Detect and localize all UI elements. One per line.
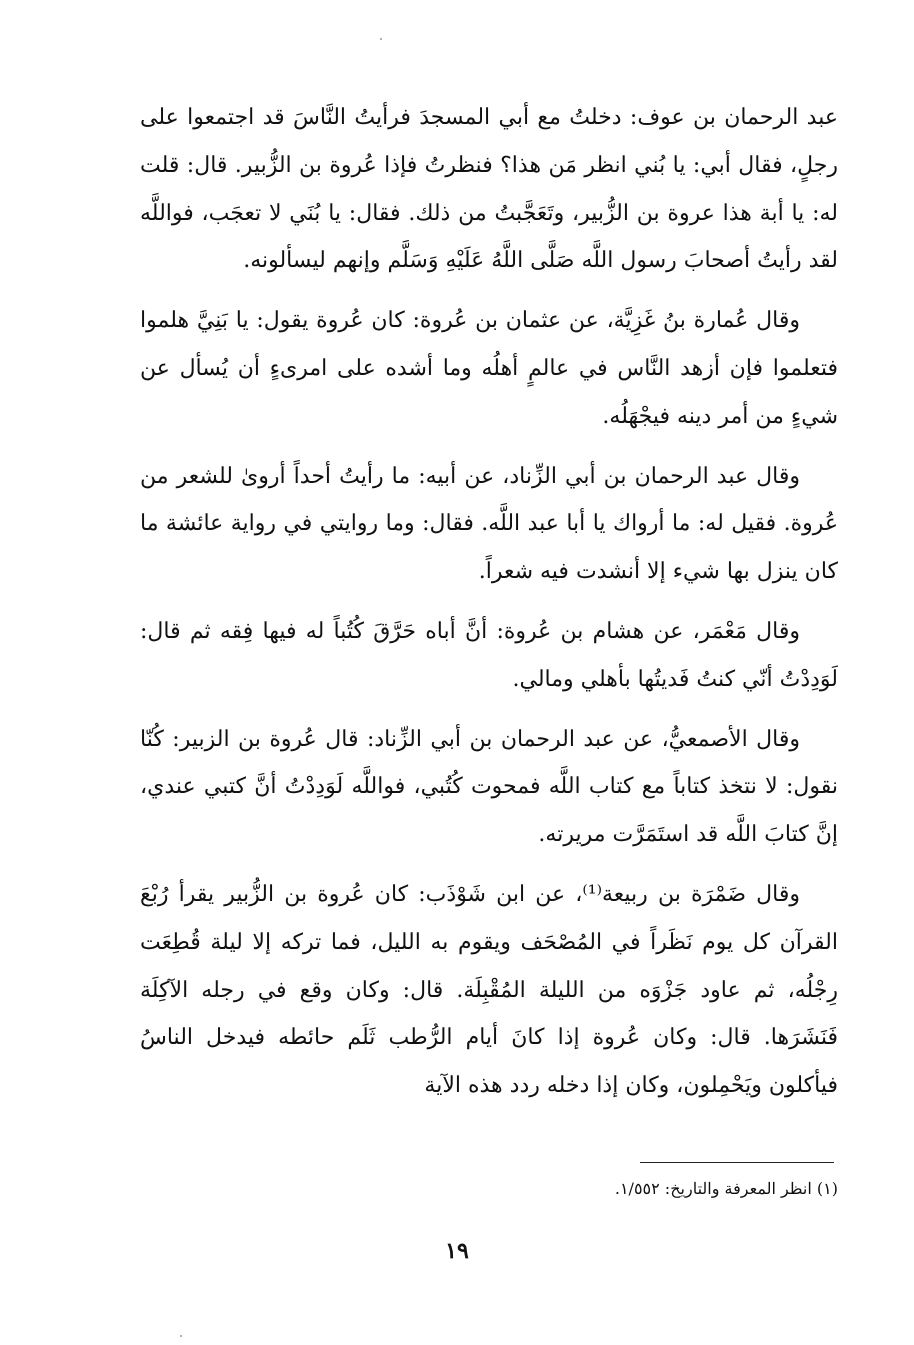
- paragraph: عبد الرحمان بن عوف: دخلتُ مع أبي المسجدَ فرأيتُ النَّاسَ قد اجتمعوا على رجلٍ، فقال أبي: يا بُني انظر مَن هذا؟ فنظرتُ فإذا عُروة بن الزُّبير. قال: قلت له: يا أبة هذا عروة بن الزُّبير، وتَعَجَّبتُ من ذلك. فقال: يا بُنَي لا تعجَب، فواللَّه لقد رأيتُ أصحابَ رسول اللَّه صَلَّى اللَّهُ عَلَيْهِ وَسَلَّم وإنهم ليسألونه.: [140, 105, 838, 274]
- footnote-divider: [640, 1162, 834, 1163]
- scan-speck: [380, 38, 382, 40]
- page-number: ١٩: [445, 1238, 469, 1264]
- paragraph: وقال مَعْمَر، عن هشام بن عُروة: أنَّ أباه حَرَّقَ كُتُباً له فيها فِقه ثم قال: لَوَدِدْتُ أنّي كنتُ فَديتُها بأهلي ومالي.: [140, 618, 838, 692]
- paragraph: وقال ضَمْرَة بن ربيعة⁽¹⁾، عن ابن شَوْذَب: كان عُروة بن الزُّبير يقرأ رُبْعَ القرآن كل يوم نَظَراً في المُصْحَف ويقوم به الليل، فما تركه إلا ليلة قُطِعَت رِجْلُه، ثم عاود جَزْوَه من الليلة المُقْبِلَة. قال: وكان وقع في رجله الآكِلَة فَنَشَرَها. قال: وكان عُروة إذا كانَ أيام الرُّطب ثَلَم حائطه فيدخل الناسُ فيأكلون ويَحْمِلون، وكان إذا دخله ردد هذه الآية: [140, 881, 838, 1099]
- paragraph: وقال عُمارة بنُ غَزِيَّة، عن عثمان بن عُروة: كان عُروة يقول: يا بَنِيَّ هلموا فتعلموا فإن أزهد النَّاس في عالمٍ أهلُه وما أشده على امرىءٍ أن يُسأل عن شيءٍ من أمر دينه فيجْهَلُه.: [140, 308, 838, 429]
- scan-speck: [180, 1335, 182, 1337]
- main-text: [140, 94, 838, 1122]
- paragraph: وقال الأصمعيُّ، عن عبد الرحمان بن أبي الزِّناد: قال عُروة بن الزبير: كُنّا نقول: لا نتخذ كتاباً مع كتاب اللَّه فمحوت كُتُبي، فواللَّه لَوَدِدْتُ أنَّ كتبي عندي، إنَّ كتابَ اللَّه قد استَمَرَّت مريرته.: [140, 726, 838, 848]
- footnote: (١) انظر المعرفة والتاريخ: ١/٥٥٢.: [614, 1179, 838, 1198]
- paragraph: وقال عبد الرحمان بن أبي الزِّناد، عن أبيه: ما رأيتُ أحداً أروىٰ للشعر من عُروة. فقيل له: ما أرواك يا أبا عبد اللَّه. فقال: وما روايتي في رواية عائشة ما كان ينزل بها شيء إلا أنشدت فيه شعراً.: [140, 463, 838, 585]
